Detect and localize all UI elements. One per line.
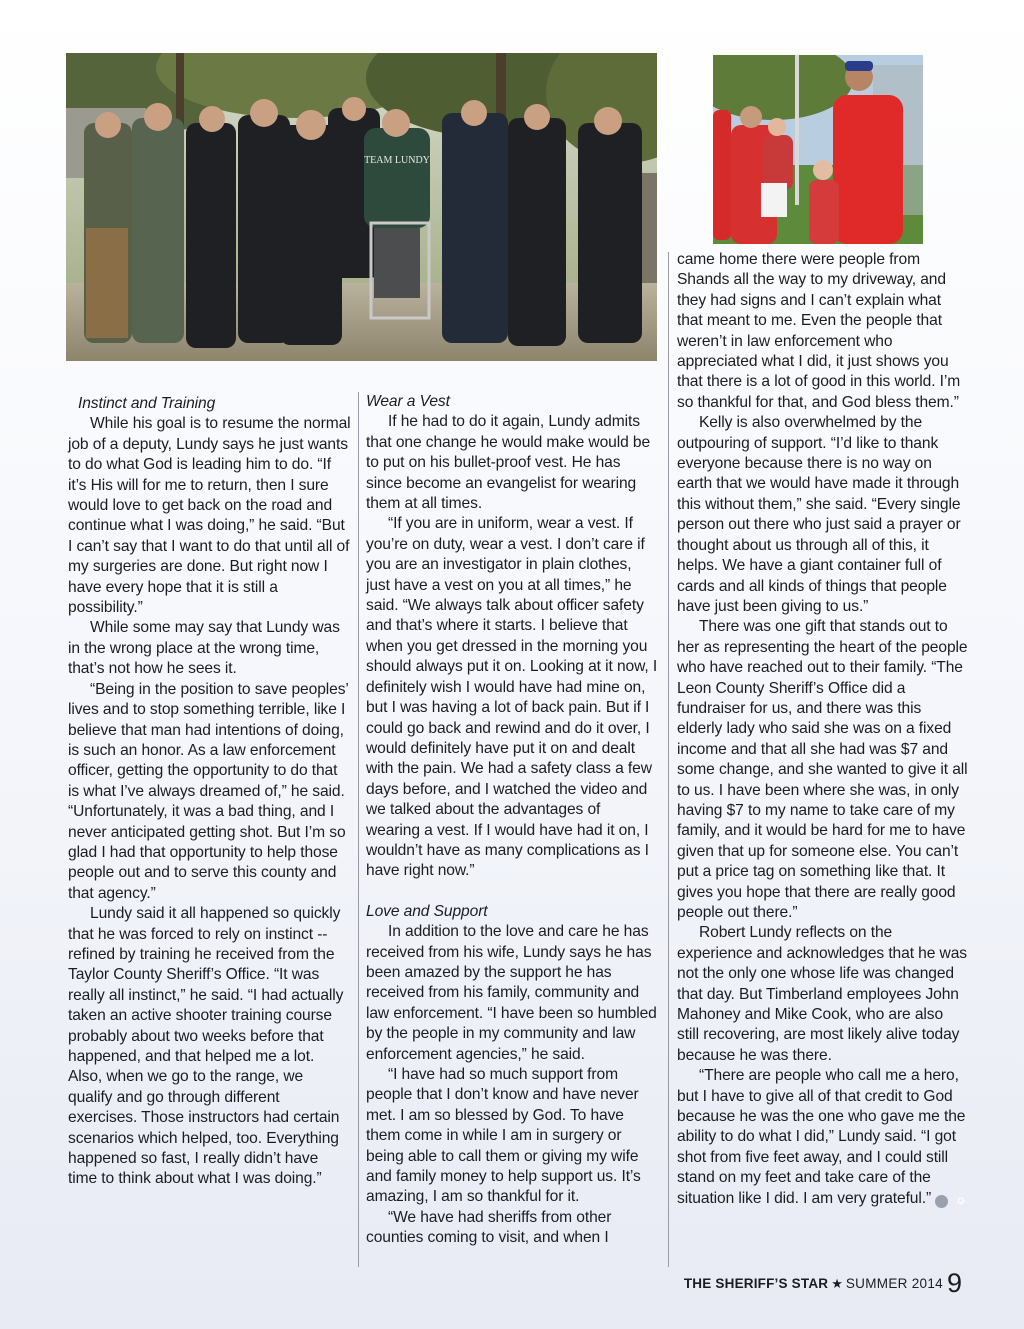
paragraph: While some may say that Lundy was in the wrong place at the wrong time, that’s not how he sees it. — [68, 619, 340, 678]
paragraph: If he had to do it again, Lundy admits that one change he would make would be to put on his bullet-proof vest. He has since become an evangelist for wearing them at all times. — [366, 413, 651, 513]
article-column-3 — [677, 250, 969, 1209]
star-icon: ★ — [831, 1276, 843, 1291]
paragraph: “We have had sheriffs from other counties coming to visit, and when I — [366, 1208, 612, 1247]
page-footer — [684, 1268, 962, 1299]
issue-label: SUMMER 2014 — [845, 1276, 943, 1291]
publication-name: THE SHERIFF’S STAR — [683, 1276, 829, 1291]
paragraph: Lundy said it all happened so quickly that he was forced to rely on instinct -- refined by training he received from the Taylor County Sheriff’s Office. “It was really all instinct,” he said. “I had actually taken an active shooter training course probably about two weeks before that happened, and that helped me a lot. Also, when we go to the range, we qualify and go through different exercises. Those instructors had certain scenarios which helped, too. Everything happened so fast, I really didn’t have time to think about what I was doing.” — [68, 905, 344, 1188]
paragraph-text: “There are people who call me a hero, but I have to give all of that credit to God because he was the one who gave me the ability to do what I did,” Lundy said. “I got shot from five feet away, and I could still stand on my feet and take care of the situation like I did. I am very grateful.” — [677, 1067, 966, 1207]
paragraph: There was one gift that stands out to her as representing the heart of the people who have reached out to their family. “The Leon County Sheriff’s Office did a fundraiser for us, and there was this elderly lady who said she was on a fixed income and that all she had was $7 and some change, and she wanted to give it all to us. I have been where she was, in only having $7 to my name to take care of my family, and it would be hard for me to have given that up for someone else. You can’t put a price tag on something like that. It gives you hope that there are really good people out there.” — [677, 618, 968, 921]
paragraph-final — [677, 1066, 969, 1209]
paragraph: Robert Lundy reflects on the experience and acknowledges that he was not the only one whose life was changed that day. But Timberland employees John Mahoney and Mike Cook, who are also still recovering, are most likely alive today because he was there. — [677, 924, 967, 1064]
article-column-2 — [366, 392, 658, 1249]
column-divider — [358, 392, 359, 1267]
paragraph: While his goal is to resume the normal job of a deputy, Lundy says he just wants to do what God is leading him to do. “If it’s His will for me to return, then I sure would love to get back on the road and continue what I was doing,” he said. “But I can’t say that I want to do that until all of my surgeries are done. But right now I have every hope that it is still a possibility.” — [68, 415, 351, 617]
article-column-1 — [68, 394, 351, 1190]
shirt-text: TEAM LUNDY — [364, 155, 430, 166]
family-photo — [713, 55, 923, 244]
paragraph: came home there were people from Shands all the way to my driveway, and they had signs and I can’t explain what that meant to me. Even the people that weren’t in law enforcement who appreciated what I did, it just shows you that there is a lot of good in this world. I’m so thankful for that, and God bless them.” — [677, 251, 961, 411]
paragraph: “If you are in uniform, wear a vest. If you’re on duty, wear a vest. I don’t care if you are an investigator in plain clothes, just have a vest on you at all times,” he said. “We always talk about officer safety and that’s where it starts. I believe that when you get dressed in the morning you should always put it on. Looking at it now, I definitely wish I would have had mine on, but I was having a lot of back pain. But if I could go back and rewind and do it over, I would definitely have put it on and dealt with the pain. We had a safety class a few days before, and I watched the video and we talked about the advantages of wearing a vest. If I would have had it on, I wouldn’t have as many complications as I have right now.” — [366, 515, 658, 880]
group-photo-officers — [66, 53, 657, 361]
end-of-story-icon: ✪ — [935, 1195, 948, 1208]
paragraph: “Being in the position to save peoples’ lives and to stop something terrible, like I believe that man had intentions of doing, is such an honor. As a law enforcement officer, getting the opportunity to do that is what I’ve always dreamed of,” he said. “Unfortunately, it was a bad thing, and I never anticipated getting shot. But I’m so glad I had that opportunity to help those people out and to serve this county and that agency.” — [68, 680, 349, 902]
paragraph: “I have had so much support from people that I don’t know and have never met. I am so blessed by God. To have them come in while I am in surgery or being able to call them or giving my wife and family money to help support us. It’s amazing, I am so thankful for it. — [366, 1066, 641, 1206]
section-heading: Love and Support — [366, 902, 488, 920]
column-divider — [668, 252, 669, 1267]
section-heading: Instinct and Training — [78, 395, 216, 412]
section-heading: Wear a Vest — [366, 393, 450, 410]
paragraph: In addition to the love and care he has received from his wife, Lundy says he has been amazed by the support he has received from his family, community and law enforcement. “I have been so humbled by the people in my community and law enforcement agencies,” he said. — [366, 923, 657, 1063]
paragraph: Kelly is also overwhelmed by the outpouring of support. “I’d like to thank everyone because there is no way on earth that we would have made it through this without them,” she said. “Every single person out there who just said a prayer or thought about us through all of this, it helps. We have a giant container full of cards and all kinds of things that people have just been giving to us.” — [677, 414, 961, 615]
page-number: 9 — [946, 1268, 962, 1298]
